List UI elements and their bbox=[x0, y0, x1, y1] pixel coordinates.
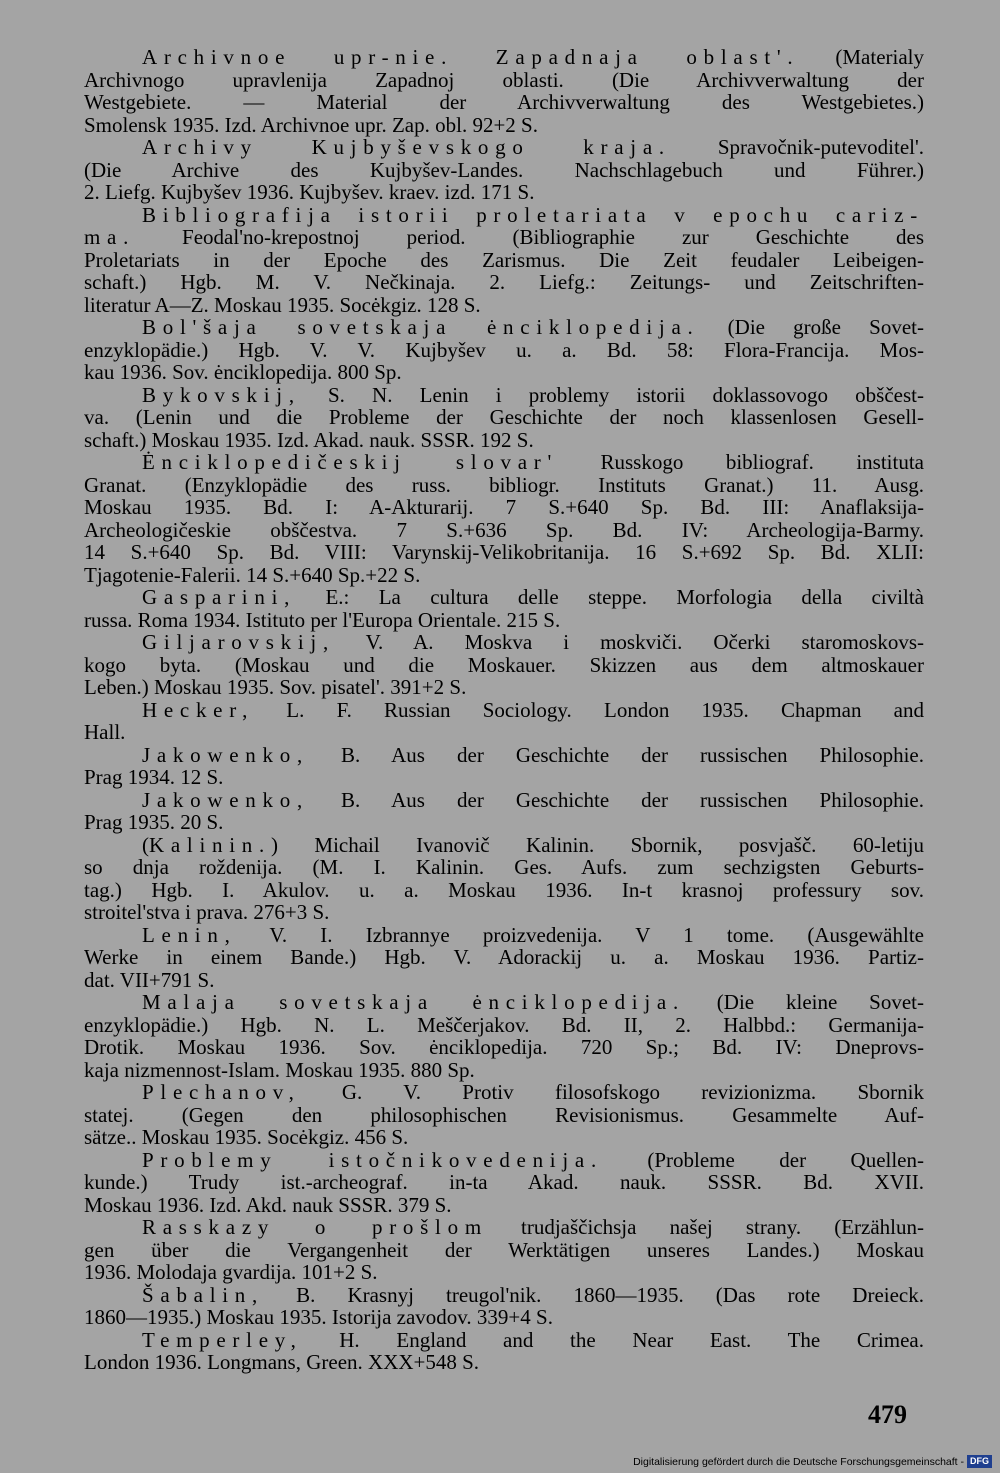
entry-heading: Lenin, bbox=[142, 922, 237, 947]
entry-heading: Ėnciklopedičeskij slovar' bbox=[142, 450, 559, 474]
text-line: dat. VII+791 S. bbox=[84, 967, 215, 992]
text-line: Jakowenko, B. Aus der Geschichte der russischen Philosophie. bbox=[142, 742, 924, 767]
text-line: tag.) Hgb. I. Akulov. u. a. Moskau 1936. In-t krasnoj professury sov. bbox=[84, 877, 924, 902]
entry-heading: Bibliografija istorii proletariata v epochu cariz- bbox=[142, 202, 924, 227]
dfg-logo: DFG bbox=[967, 1455, 992, 1468]
entry-heading: Bol'šaja sovetskaja ėnciklopedija. bbox=[142, 315, 700, 339]
entry-heading: Gasparini, bbox=[142, 585, 297, 609]
text-line: Problemy istočnikovedenija. (Probleme der Quellen- bbox=[142, 1147, 924, 1172]
text-line: russa. Roma 1934. Istituto per l'Europa Orientale. 215 S. bbox=[84, 607, 561, 632]
text-line: Prag 1934. 12 S. bbox=[84, 765, 224, 789]
text-line: Jakowenko, B. Aus der Geschichte der russischen Philosophie. bbox=[142, 787, 924, 812]
entry-heading: Kalinin. bbox=[149, 832, 271, 857]
text-line: Ėnciklopedičeskij slovar' Russkogo bibliograf. instituta bbox=[142, 450, 925, 474]
text-line bbox=[84, 204, 924, 227]
text-line: stroitel'stva i prava. 276+3 S. bbox=[84, 900, 330, 924]
text-line: 14 S.+640 Sp. Bd. VIII: Varynskij-Velikobritanija. 16 S.+692 Sp. Bd. XLII: bbox=[84, 540, 924, 564]
text-line: Drotik. Moskau 1936. Sov. ėnciklopedija. 720 Sp.; Bd. IV: Dneprovs- bbox=[84, 1035, 924, 1059]
text-line: Proletariats in der Epoche des Zarismus. Die Zeit feudaler Leibeigen- bbox=[84, 247, 924, 272]
text-line: (Kalinin.) Michail Ivanovič Kalinin. Sbornik, posvjašč. 60-letiju bbox=[142, 832, 924, 857]
text-line: Archivnogo upravlenija Zapadnoj oblasti. (Die Archivverwaltung der bbox=[84, 67, 924, 92]
entry-heading: Archivy Kujbyševskogo kraja. bbox=[142, 135, 671, 159]
text-line: Westgebiete. — Material der Archivverwaltung des Westgebietes.) bbox=[84, 90, 924, 114]
text-line: schaft.) Hgb. M. V. Nečkinaja. 2. Liefg.: Zeitungs- und Zeitschriften- bbox=[84, 270, 924, 294]
entry-heading: Archivnoe upr-nie. Zapadnaja oblast'. bbox=[142, 45, 800, 69]
text-line: Moskau 1935. Bd. I: A-Akturarij. 7 S.+640 Sp. Bd. III: Anaflaksija- bbox=[84, 495, 924, 519]
text-line: Plechanov, G. V. Protiv filosofskogo revizionizma. Sbornik bbox=[142, 1080, 924, 1104]
entry-heading: Giljarovskij, bbox=[142, 630, 335, 654]
text-line: Granat. (Enzyklopädie des russ. bibliogr. Instituts Granat.) 11. Ausg. bbox=[84, 472, 924, 497]
text-line: London 1936. Longmans, Green. XXX+548 S. bbox=[84, 1350, 480, 1374]
entry-heading: Bykovskij, bbox=[142, 382, 301, 407]
entry-heading: Jakowenko, bbox=[142, 742, 309, 767]
text-line: statej. (Gegen den philosophischen Revisionismus. Gesammelte Auf- bbox=[84, 1102, 924, 1127]
text-line: Giljarovskij, V. A. Moskva i moskviči. Očerki staromoskovs- bbox=[142, 630, 924, 654]
text-line: Šabalin, B. Krasnyj treugol'nik. 1860—1935. (Das rote Dreieck. bbox=[142, 1282, 924, 1307]
text-line: Temperley, H. England and the Near East. The Crimea. bbox=[142, 1327, 924, 1352]
text-line: kogo byta. (Moskau und die Moskauer. Skizzen aus dem altmoskauer bbox=[84, 652, 924, 677]
text-line: Rasskazy o prošlom trudjaščichsja našej strany. (Erzählun- bbox=[142, 1215, 924, 1239]
text-line: kaja nizmennost-Islam. Moskau 1935. 880 Sp. bbox=[84, 1057, 475, 1082]
text-line: 1860—1935.) Moskau 1935. Istorija zavodov. 339+4 S. bbox=[84, 1305, 553, 1329]
text-line: Bykovskij, S. N. Lenin i problemy istorii doklassovogo obščest- bbox=[142, 382, 924, 407]
footer-text: Digitalisierung gefördert durch die Deutsche Forschungsgemeinschaft - bbox=[633, 1455, 964, 1468]
text-line: enzyklopädie.) Hgb. V. V. Kujbyšev u. a. Bd. 58: Flora-Francija. Mos- bbox=[84, 337, 924, 362]
text-line: Werke in einem Bande.) Hgb. V. Adorackij u. a. Moskau 1936. Partiz- bbox=[84, 945, 924, 969]
text-line: Tjagotenie-Falerii. 14 S.+640 Sp.+22 S. bbox=[84, 562, 421, 587]
text-line: 1936. Molodaja gvardija. 101+2 S. bbox=[84, 1260, 378, 1284]
entry-heading: Hecker, bbox=[142, 697, 255, 722]
text-line: Hecker, L. F. Russian Sociology. London 1935. Chapman and bbox=[142, 697, 924, 722]
text-line: gen über die Vergangenheit der Werktätigen unseres Landes.) Moskau bbox=[84, 1237, 924, 1262]
entry-heading: Šabalin, bbox=[142, 1282, 264, 1307]
text-line: literatur A—Z. Moskau 1935. Socėkgiz. 128 S. bbox=[84, 292, 481, 317]
text-line: Smolensk 1935. Izd. Archivnoe upr. Zap. obl. 92+2 S. bbox=[84, 112, 538, 137]
text-line: va. (Lenin und die Probleme der Geschichte der noch klassenlosen Gesell- bbox=[84, 405, 924, 429]
text-line: Malaja sovetskaja ėnciklopedija. (Die kleine Sovet- bbox=[142, 990, 924, 1014]
text-line: (Die Archive des Kujbyšev-Landes. Nachschlagebuch und Führer.) bbox=[84, 157, 924, 182]
text-line: enzyklopädie.) Hgb. N. L. Meščerjakov. Bd. II, 2. Halbbd.: Germanija- bbox=[84, 1012, 924, 1037]
text-line: Leben.) Moskau 1935. Sov. pisatel'. 391+2 S. bbox=[84, 675, 467, 699]
entry-heading: Jakowenko, bbox=[142, 787, 309, 812]
text-line: Lenin, V. I. Izbrannye proizvedenija. V 1 tome. (Ausgewählte bbox=[142, 922, 924, 947]
entry-heading: Temperley, bbox=[142, 1327, 303, 1352]
text-line: so dnja roždenija. (M. I. Kalinin. Ges. Aufs. zum sechzigsten Geburts- bbox=[84, 855, 924, 879]
entry-heading: Malaja sovetskaja ėnciklopedija. bbox=[142, 990, 685, 1014]
text-line: Prag 1935. 20 S. bbox=[84, 810, 224, 834]
text-line: sätze.. Moskau 1935. Socėkgiz. 456 S. bbox=[84, 1125, 409, 1149]
text-line: kau 1936. Sov. ėnciklopedija. 800 Sp. bbox=[84, 360, 402, 384]
entry-heading: ma. bbox=[84, 225, 136, 249]
text-line: kunde.) Trudy ist.-archeograf. in-ta Akad. nauk. SSSR. Bd. XVII. bbox=[84, 1170, 924, 1194]
page-number: 479 bbox=[868, 1400, 907, 1429]
entry-heading: Plechanov, bbox=[142, 1080, 301, 1104]
text-line: Archivnoe upr-nie. Zapadnaja oblast'. (Materialy bbox=[142, 45, 924, 69]
text-line: Gasparini, E.: La cultura delle steppe. Morfologia della civiltà bbox=[142, 585, 924, 609]
text-line: schaft.) Moskau 1935. Izd. Akad. nauk. SSSR. 192 S. bbox=[84, 427, 534, 452]
text-line: Moskau 1936. Izd. Akd. nauk SSSR. 379 S. bbox=[84, 1192, 452, 1217]
text-line: Hall. bbox=[84, 720, 126, 744]
footer-credit bbox=[633, 1455, 992, 1468]
text-line: Archivy Kujbyševskogo kraja. Spravočnik-putevoditel'. bbox=[142, 135, 925, 159]
text-line: ma. Feodal'no-krepostnoj period. (Bibliographie zur Geschichte des bbox=[84, 225, 924, 249]
entry-heading: Rasskazy o prošlom bbox=[142, 1215, 488, 1239]
bibliography-page bbox=[84, 46, 924, 1374]
text-line: 2. Liefg. Kujbyšev 1936. Kujbyšev. kraev. izd. 171 S. bbox=[84, 180, 535, 204]
text-line: Archeologičeskie obščestva. 7 S.+636 Sp. Bd. IV: Archeologija-Barmy. bbox=[84, 517, 924, 542]
text-line: Bol'šaja sovetskaja ėnciklopedija. (Die große Sovet- bbox=[142, 315, 924, 339]
entry-heading: Problemy istočnikovedenija. bbox=[142, 1147, 603, 1172]
